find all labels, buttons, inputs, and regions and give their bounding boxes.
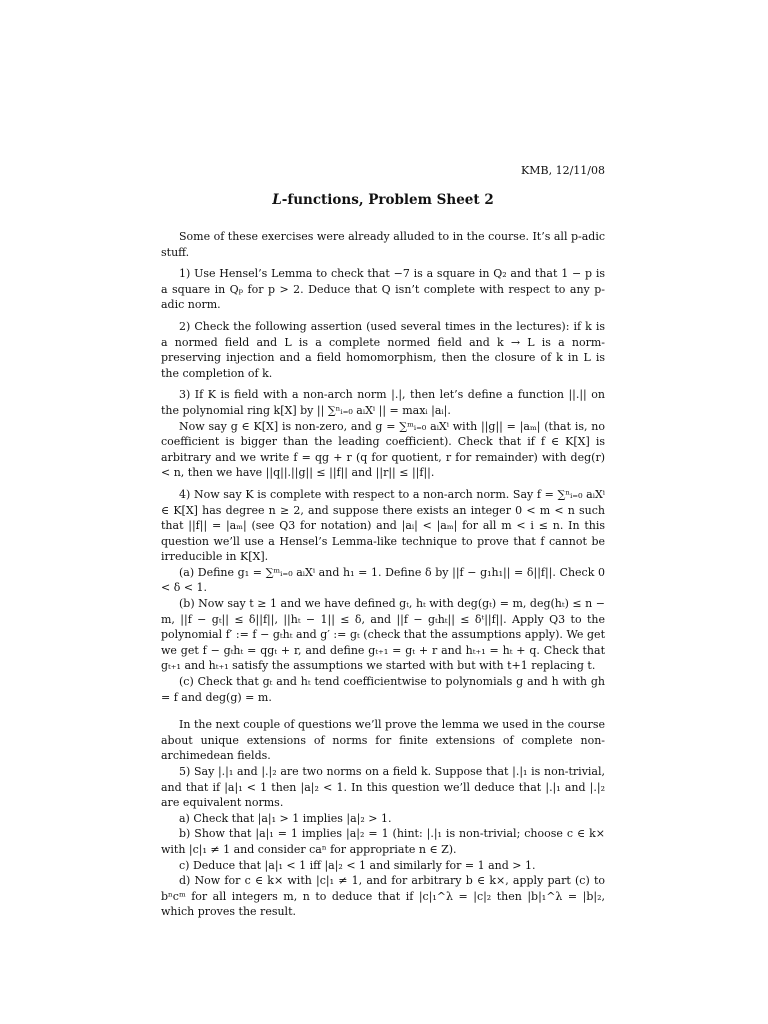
question-5d: d) Now for c ∈ k× with |c|₁ ≠ 1, and for arbitrary b ∈ k×, apply part (c) to bⁿcᵐ for all integers m, n to deduce that if |c|₁^λ = |c|₂ then |b|₁^λ = |b|₂, which proves the result. [161, 874, 605, 919]
document-body [161, 229, 605, 920]
lemma-intro: In the next couple of questions we’ll prove the lemma we used in the course about unique extensions of norms for finite extensions of complete non-archimedean fields. [161, 718, 605, 763]
question-4a: (a) Define g₁ = ∑ᵐᵢ₌₀ aᵢXⁱ and h₁ = 1. Define δ by ||f − g₁h₁|| = δ||f||. Check 0 < δ < 1. [161, 565, 605, 595]
date-line: KMB, 12/11/08 [521, 164, 605, 177]
question-3-task: Now say g ∈ K[X] is non-zero, and g = ∑ᵐᵢ₌₀ aᵢXⁱ with ||g|| = |aₘ| (that is, no coefficient is bigger than the leading coefficient). Check that if f ∈ K[X] is arbitrary and we write f = qg + r (q for quotient, r for remainder) with deg(r) < n, then we have ||q||.||g|| ≤ ||f|| and ||r|| ≤ ||f||. [161, 419, 605, 480]
question-2: 2) Check the following assertion (used several times in the lectures): if k is a normed field and L is a complete normed field and k → L is a norm-preserving injection and a field homomorphism, then the closure of k in L is the completion of k. [161, 319, 605, 380]
title-rest: -functions, Problem Sheet 2 [281, 192, 494, 208]
title-prefix: L [272, 192, 282, 208]
question-4b: (b) Now say t ≥ 1 and we have defined gₜ, hₜ with deg(gₜ) = m, deg(hₜ) ≤ n − m, ||f − gₜ|| ≤ δ||f||, ||hₜ − 1|| ≤ δ, and ||f − gₜhₜ|| ≤ δᵗ||f||. Apply Q3 to the polynomial f′ := f − gₜhₜ and g′ := gₜ (check that the assumptions apply). We get we get f − gₜhₜ = qgₜ + r, and define gₜ₊₁ = gₜ + r and hₜ₊₁ = hₜ + q. Check that gₜ₊₁ and hₜ₊₁ satisfy the assumptions we started with but with t+1 replacing t. [161, 597, 605, 673]
intro-paragraph: Some of these exercises were already alluded to in the course. It’s all p-adic stuff. [161, 230, 605, 259]
question-5c: c) Deduce that |a|₁ < 1 iff |a|₂ < 1 and similarly for = 1 and > 1. [179, 858, 536, 872]
question-5: 5) Say |.|₁ and |.|₂ are two norms on a field k. Suppose that |.|₁ is non-trivial, and that if |a|₁ < 1 then |a|₂ < 1. In this question we’ll deduce that |.|₁ and |.|₂ are equivalent norms. [161, 765, 605, 810]
page-title [161, 193, 605, 209]
question-1: 1) Use Hensel’s Lemma to check that −7 is a square in Q₂ and that 1 − p is a square in Qₚ for p > 2. Deduce that Q isn’t complete with respect to any p-adic norm. [161, 267, 605, 312]
question-4: 4) Now say K is complete with respect to a non-arch norm. Say f = ∑ⁿᵢ₌₀ aᵢXⁱ ∈ K[X] has degree n ≥ 2, and suppose there exists an integer 0 < m < n such that ||f|| = |aₘ| (see Q3 for notation) and |aᵢ| < |aₘ| for all m < i ≤ n. In this question we’ll use a Hensel’s Lemma-like technique to prove that f cannot be irreducible in K[X]. [161, 487, 605, 564]
question-5b: b) Show that |a|₁ = 1 implies |a|₂ = 1 (hint: |.|₁ is non-trivial; choose c ∈ k× with |c|₁ ≠ 1 and consider caⁿ for appropriate n ∈ Z). [161, 827, 605, 856]
question-5a: a) Check that |a|₁ > 1 implies |a|₂ > 1. [179, 811, 392, 825]
question-3-definition: 3) If K is field with a non-arch norm |.|, then let’s define a function ||.|| on the polynomial ring k[X] by || ∑ⁿᵢ₌₀ aᵢXⁱ || = maxᵢ |aᵢ|. [161, 388, 605, 417]
question-4c: (c) Check that gₜ and hₜ tend coefficientwise to polynomials g and h with gh = f and deg(g) = m. [161, 675, 605, 704]
